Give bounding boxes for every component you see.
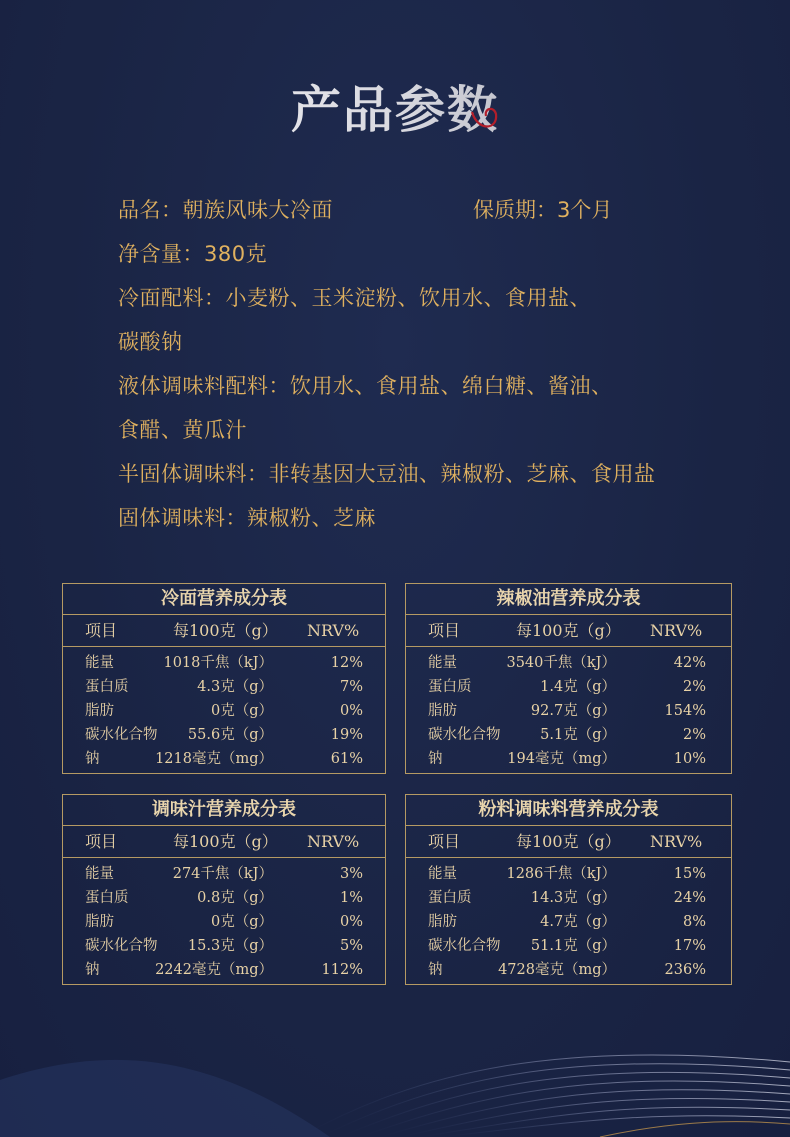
row-value: 2242毫克（mg） (155, 962, 273, 978)
row-nrv: 236% (664, 962, 706, 978)
semi-solid-seasoning: 半固体调味料：非转基因大豆油、辣椒粉、芝麻、食用盐 (118, 462, 656, 486)
row-label: 能量 (85, 655, 114, 671)
row-value: 0克（g） (210, 703, 273, 719)
row-nrv: 2% (682, 679, 706, 695)
row-nrv: 3% (339, 866, 363, 882)
table-row (63, 886, 385, 910)
table-body (63, 858, 385, 984)
table-title: 粉料调味料营养成分表 (406, 795, 731, 826)
solid-seasoning: 固体调味料：辣椒粉、芝麻 (118, 506, 376, 530)
table-title: 辣椒油营养成分表 (406, 584, 731, 615)
row-value: 1218毫克（mg） (155, 751, 273, 767)
row-nrv: 15% (673, 866, 706, 882)
table-row (63, 699, 385, 723)
row-value: 1286千焦（kJ） (506, 866, 616, 882)
page-title: 产品参数 (0, 70, 790, 142)
liquid-seasoning-line-1: 液体调味料配料：饮用水、食用盐、绵白糖、酱油、 (118, 374, 613, 398)
table-header (63, 615, 385, 647)
row-value: 3540千焦（kJ） (506, 655, 616, 671)
row-value: 1.4克（g） (540, 679, 616, 695)
row-nrv: 24% (673, 890, 706, 906)
row-label: 碳水化合物 (428, 938, 501, 954)
table-row (63, 723, 385, 747)
row-label: 蛋白质 (85, 890, 129, 906)
header-item: 项目 (428, 621, 461, 640)
table-header (406, 826, 731, 858)
nutrition-table-sauce (62, 794, 386, 985)
row-label: 脂肪 (428, 914, 457, 930)
row-value: 4728毫克（mg） (498, 962, 616, 978)
row-label: 蛋白质 (85, 679, 129, 695)
noodle-ingredients-line-2: 碳酸钠 (118, 330, 183, 354)
table-row (63, 862, 385, 886)
table-row (63, 958, 385, 982)
product-name: 品名：朝族风味大冷面 (118, 198, 333, 222)
table-row (406, 723, 731, 747)
row-value: 51.1克（g） (530, 938, 616, 954)
table-header (63, 826, 385, 858)
row-label: 脂肪 (428, 703, 457, 719)
row-label: 脂肪 (85, 914, 114, 930)
row-label: 能量 (85, 866, 114, 882)
header-per100g: 每100克（g） (516, 621, 621, 640)
wave-line (360, 1081, 790, 1137)
row-value: 4.7克（g） (540, 914, 616, 930)
table-body (406, 647, 731, 773)
wave-shadow (0, 1060, 330, 1137)
row-label: 钠 (428, 962, 443, 978)
row-nrv: 112% (321, 962, 363, 978)
table-row (63, 747, 385, 771)
header-per100g: 每100克（g） (516, 832, 621, 851)
header-per100g: 每100克（g） (173, 832, 278, 851)
table-title: 冷面营养成分表 (63, 584, 385, 615)
row-label: 碳水化合物 (85, 727, 158, 743)
table-row (406, 651, 731, 675)
table-row (406, 886, 731, 910)
header-nrv: NRV% (650, 832, 703, 851)
table-row (63, 934, 385, 958)
row-value: 14.3克（g） (530, 890, 616, 906)
row-value: 4.3克（g） (197, 679, 273, 695)
header-item: 项目 (428, 832, 461, 851)
row-nrv: 17% (673, 938, 706, 954)
wave-line-gold (600, 1122, 790, 1137)
row-nrv: 0% (339, 703, 363, 719)
wave-line (300, 1055, 790, 1137)
row-label: 碳水化合物 (85, 938, 158, 954)
header-nrv: NRV% (307, 621, 360, 640)
row-value: 5.1克（g） (540, 727, 616, 743)
row-value: 0克（g） (210, 914, 273, 930)
row-nrv: 7% (339, 679, 363, 695)
table-row (406, 862, 731, 886)
row-label: 脂肪 (85, 703, 114, 719)
table-row (63, 910, 385, 934)
row-nrv: 5% (339, 938, 363, 954)
row-value: 1018千焦（kJ） (163, 655, 273, 671)
table-row (406, 934, 731, 958)
row-label: 碳水化合物 (428, 727, 501, 743)
header-item: 项目 (85, 621, 118, 640)
row-nrv: 154% (664, 703, 706, 719)
noodle-ingredients-line-1: 冷面配料：小麦粉、玉米淀粉、饮用水、食用盐、 (118, 286, 591, 310)
row-nrv: 61% (330, 751, 363, 767)
row-value: 194毫克（mg） (507, 751, 616, 767)
row-label: 钠 (85, 962, 100, 978)
liquid-seasoning-line-2: 食醋、黄瓜汁 (118, 418, 247, 442)
header-per100g: 每100克（g） (173, 621, 278, 640)
decorative-waves (0, 1000, 790, 1137)
row-value: 92.7克（g） (530, 703, 616, 719)
header-nrv: NRV% (307, 832, 360, 851)
table-row (63, 651, 385, 675)
row-label: 蛋白质 (428, 890, 472, 906)
table-row (406, 910, 731, 934)
table-title: 调味汁营养成分表 (63, 795, 385, 826)
table-row (406, 747, 731, 771)
row-nrv: 42% (673, 655, 706, 671)
title-swirl-icon (468, 104, 502, 134)
shelf-life: 保质期：3个月 (473, 198, 613, 222)
row-nrv: 19% (330, 727, 363, 743)
row-label: 蛋白质 (428, 679, 472, 695)
nutrition-table-powder-seasoning (405, 794, 732, 985)
row-value: 274千焦（kJ） (172, 866, 273, 882)
row-nrv: 2% (682, 727, 706, 743)
row-nrv: 0% (339, 914, 363, 930)
table-row (406, 675, 731, 699)
table-body (63, 647, 385, 773)
table-row (406, 699, 731, 723)
table-header (406, 615, 731, 647)
row-nrv: 1% (339, 890, 363, 906)
table-body (406, 858, 731, 984)
net-content: 净含量：380克 (118, 242, 268, 266)
header-nrv: NRV% (650, 621, 703, 640)
row-label: 钠 (428, 751, 443, 767)
row-label: 能量 (428, 655, 457, 671)
row-nrv: 10% (673, 751, 706, 767)
row-label: 钠 (85, 751, 100, 767)
nutrition-table-noodles (62, 583, 386, 774)
row-nrv: 12% (330, 655, 363, 671)
header-item: 项目 (85, 832, 118, 851)
nutrition-table-chili-oil (405, 583, 732, 774)
row-value: 0.8克（g） (197, 890, 273, 906)
row-value: 55.6克（g） (187, 727, 273, 743)
wave-line (380, 1090, 790, 1137)
row-nrv: 8% (682, 914, 706, 930)
row-value: 15.3克（g） (187, 938, 273, 954)
row-label: 能量 (428, 866, 457, 882)
table-row (63, 675, 385, 699)
table-row (406, 958, 731, 982)
